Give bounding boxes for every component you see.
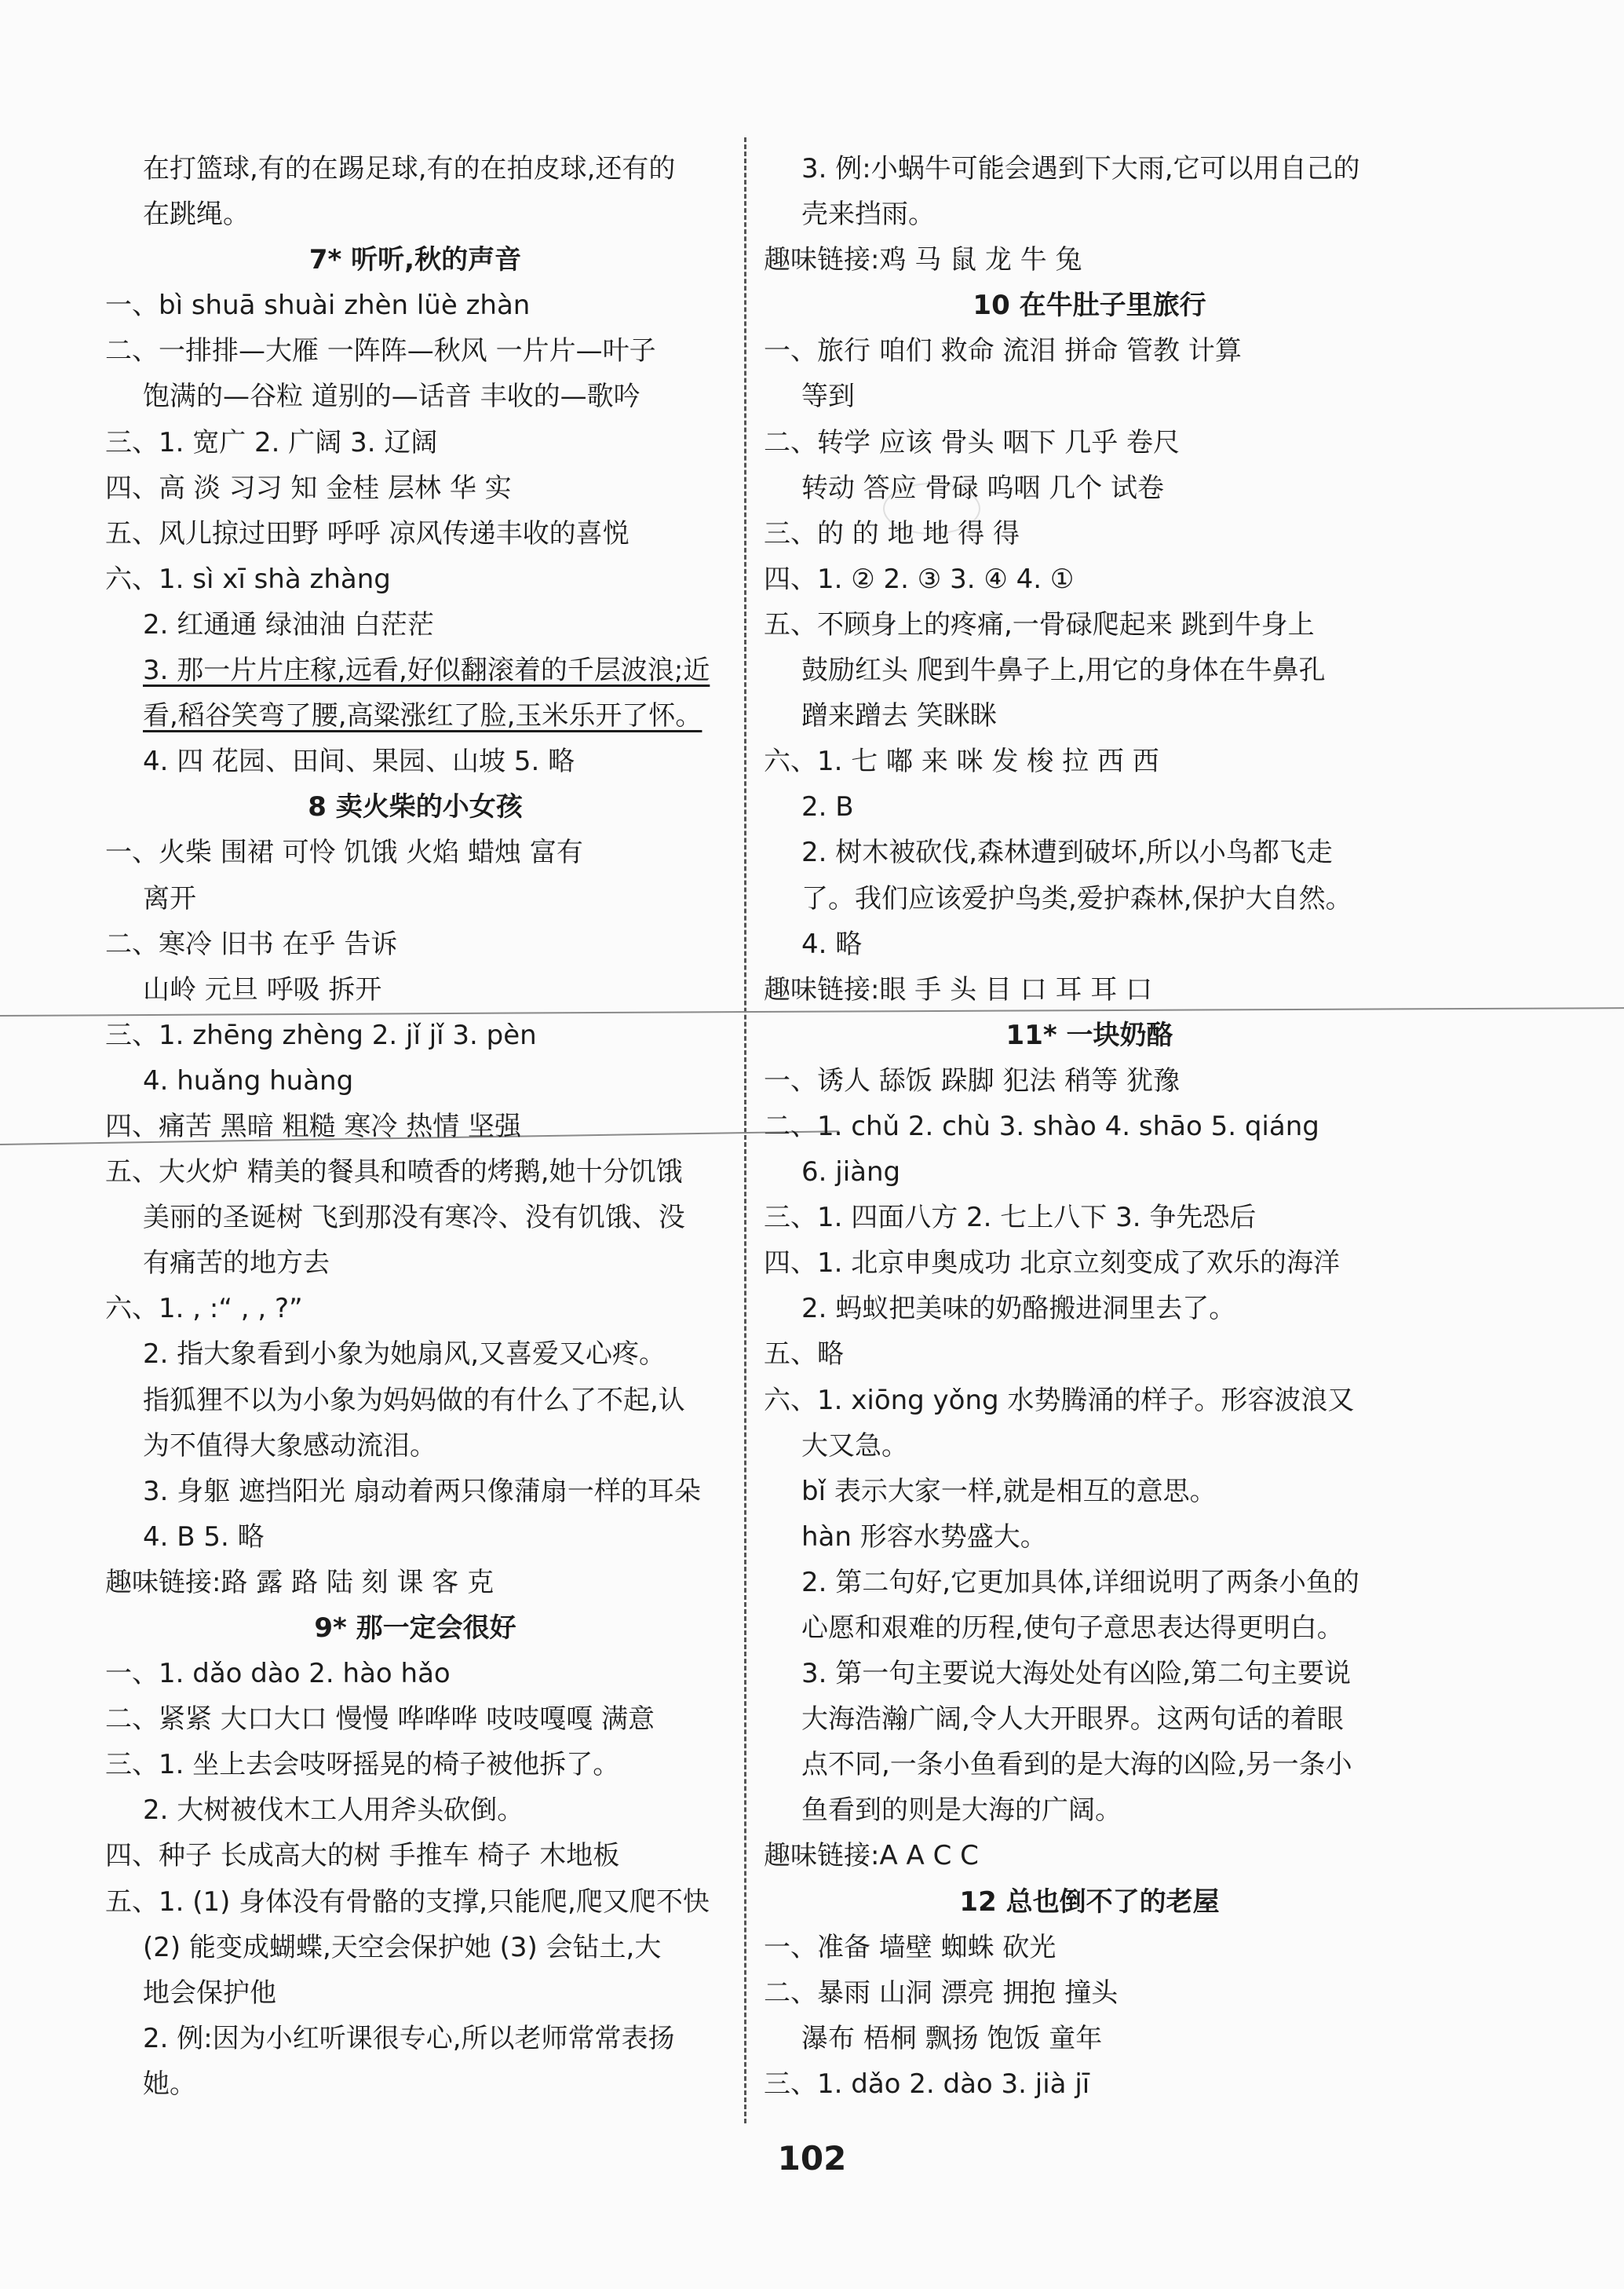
answer-line: 六、1. xiōng yǒng 水势腾涌的样子。形容波浪又 xyxy=(764,1384,1355,1416)
answer-line: 离开 xyxy=(143,882,196,915)
answer-line: 她。 xyxy=(143,2068,196,2100)
answer-line: 3. 第一句主要说大海处处有凶险,第二句主要说 xyxy=(801,1658,1352,1690)
answer-line: 3. 那一片片庄稼,远看,好似翻滚着的千层波浪;近 xyxy=(143,655,710,687)
answer-line: 大海浩瀚广阔,令人大开眼界。这两句话的着眼 xyxy=(801,1703,1344,1736)
answer-line: 二、一排排—大雁 一阵阵—秋风 一片片—叶子 xyxy=(105,335,656,367)
answer-line: 三、1. dǎo 2. dào 3. jià jī xyxy=(764,2068,1090,2100)
answer-line: 2. 第二句好,它更加具体,详细说明了两条小鱼的 xyxy=(801,1566,1359,1598)
answer-column-left xyxy=(105,146,725,2107)
answer-line: 二、紧紧 大口大口 慢慢 哗哗哗 吱吱嘎嘎 满意 xyxy=(105,1703,655,1736)
answer-line: bǐ 表示大家一样,就是相互的意思。 xyxy=(801,1475,1217,1507)
answer-line: 五、风儿掠过田野 呼呼 凉风传递丰收的喜悦 xyxy=(105,517,630,549)
lesson-heading: 11* 一块奶酪 xyxy=(1005,1019,1173,1051)
answer-line: 有痛苦的地方去 xyxy=(143,1247,330,1280)
answer-line: 二、转学 应该 骨头 咽下 几乎 卷尺 xyxy=(764,426,1181,458)
answer-line: 在跳绳。 xyxy=(143,199,250,231)
answer-line: 五、略 xyxy=(764,1338,844,1371)
answer-line: 三、1. 宽广 2. 广阔 3. 辽阔 xyxy=(105,426,438,458)
answer-line: 地会保护他 xyxy=(143,1977,276,2009)
lesson-heading: 8 卖火柴的小女孩 xyxy=(308,791,523,823)
answer-line: 鼓励红头 爬到牛鼻子上,用它的身体在牛鼻孔 xyxy=(801,655,1326,687)
lesson-heading: 12 总也倒不了的老屋 xyxy=(959,1886,1220,1918)
answer-line: 大又急。 xyxy=(801,1429,908,1462)
answer-line: 了。我们应该爱护鸟类,爱护森林,保护大自然。 xyxy=(801,882,1352,915)
answer-line: 壳来挡雨。 xyxy=(801,199,935,231)
answer-line: 一、1. dǎo dào 2. hào hǎo xyxy=(105,1658,451,1690)
answer-line: 蹭来蹭去 笑眯眯 xyxy=(801,700,997,732)
answer-line: 在打篮球,有的在踢足球,有的在拍皮球,还有的 xyxy=(143,153,676,184)
answer-line: 四、1. ② 2. ③ 3. ④ 4. ① xyxy=(764,563,1075,595)
answer-line: 3. 例:小蜗牛可能会遇到下大雨,它可以用自己的 xyxy=(801,153,1360,184)
answer-line: 2. 树木被砍伐,森林遭到破坏,所以小鸟都飞走 xyxy=(801,837,1333,869)
answer-line: 四、种子 长成高大的树 手推车 椅子 木地板 xyxy=(105,1840,620,1872)
answer-line: 四、痛苦 黑暗 粗糙 寒冷 热情 坚强 xyxy=(105,1110,522,1142)
answer-line: 二、1. chǔ 2. chù 3. shào 4. shāo 5. qiáng xyxy=(764,1110,1319,1142)
answer-line: hàn 形容水势盛大。 xyxy=(801,1521,1047,1553)
answer-line: 2. 大树被伐木工人用斧头砍倒。 xyxy=(143,1794,524,1827)
answer-line: 3. 身躯 遮挡阳光 扇动着两只像蒲扇一样的耳朵 xyxy=(143,1475,701,1507)
answer-line: 三、1. 四面八方 2. 七上八下 3. 争先恐后 xyxy=(764,1202,1257,1234)
answer-line: 心愿和艰难的历程,使句子意思表达得更明白。 xyxy=(801,1612,1344,1644)
answer-line: 一、准备 墙壁 蜘蛛 砍光 xyxy=(764,1931,1057,1963)
answer-line: 4. B 5. 略 xyxy=(143,1521,265,1553)
answer-line: 山岭 元旦 呼吸 拆开 xyxy=(143,973,382,1006)
answer-line: 三、的 的 地 地 得 得 xyxy=(764,517,1020,549)
answer-line: 6. jiàng xyxy=(801,1156,901,1188)
answer-line: (2) 能变成蝴蝶,天空会保护她 (3) 会钻土,大 xyxy=(143,1931,662,1963)
answer-line: 为不值得大象感动流泪。 xyxy=(143,1429,436,1462)
answer-line: 2. 蚂蚁把美味的奶酪搬进洞里去了。 xyxy=(801,1293,1236,1325)
answer-line: 一、火柴 围裙 可怜 饥饿 火焰 蜡烛 富有 xyxy=(105,837,583,869)
answer-line: 饱满的—谷粒 道别的—话音 丰收的—歌吟 xyxy=(143,381,640,413)
answer-line: 美丽的圣诞树 飞到那没有寒冷、没有饥饿、没 xyxy=(143,1202,685,1234)
answer-line: 2. 红通通 绿油油 白茫茫 xyxy=(143,608,434,641)
answer-line: 看,稻谷笑弯了腰,高粱涨红了脸,玉米乐开了怀。 xyxy=(143,700,703,732)
lesson-heading: 10 在牛肚子里旅行 xyxy=(973,290,1206,322)
page-number: 102 xyxy=(777,2139,847,2178)
answer-line: 2. 指大象看到小象为她扇风,又喜爱又心疼。 xyxy=(143,1338,666,1371)
answer-line: 五、大火炉 精美的餐具和喷香的烤鹅,她十分饥饿 xyxy=(105,1156,683,1188)
answer-line: 趣味链接:A A C C xyxy=(764,1840,979,1872)
answer-line: 四、1. 北京申奥成功 北京立刻变成了欢乐的海洋 xyxy=(764,1247,1341,1280)
lesson-heading: 9* 那一定会很好 xyxy=(314,1612,516,1644)
answer-line: 点不同,一条小鱼看到的是大海的凶险,另一条小 xyxy=(801,1749,1352,1781)
answer-line: 转动 答应 骨碌 呜咽 几个 试卷 xyxy=(801,472,1165,504)
answer-line: 4. 略 xyxy=(801,928,863,960)
answer-line: 三、1. 坐上去会吱呀摇晃的椅子被他拆了。 xyxy=(105,1749,620,1781)
answer-line: 鱼看到的则是大海的广阔。 xyxy=(801,1794,1122,1827)
answer-column-right xyxy=(764,146,1415,2107)
answer-line: 趣味链接:路 露 路 陆 刻 课 客 克 xyxy=(105,1566,494,1598)
answer-line: 2. B xyxy=(801,791,854,823)
answer-line: 二、寒冷 旧书 在乎 告诉 xyxy=(105,928,398,960)
lesson-heading: 7* 听听,秋的声音 xyxy=(308,244,522,276)
answer-line: 趣味链接:鸡 马 鼠 龙 牛 兔 xyxy=(764,244,1082,276)
answer-line: 一、bì shuā shuài zhèn lüè zhàn xyxy=(105,290,531,322)
answer-line: 二、暴雨 山洞 漂亮 拥抱 撞头 xyxy=(764,1977,1119,2009)
answer-line: 指狐狸不以为小象为妈妈做的有什么了不起,认 xyxy=(143,1384,685,1416)
answer-line: 五、1. (1) 身体没有骨骼的支撑,只能爬,爬又爬不快 xyxy=(105,1886,710,1918)
answer-line: 瀑布 梧桐 飘扬 饱饭 童年 xyxy=(801,2022,1103,2054)
answer-line: 4. huǎng huàng xyxy=(143,1064,354,1097)
answer-line: 四、高 淡 习习 知 金桂 层林 华 实 xyxy=(105,472,512,504)
answer-line: 六、1. , :“ , , ?” xyxy=(105,1293,303,1325)
column-divider xyxy=(744,137,746,2123)
answer-line: 一、诱人 舔饭 跺脚 犯法 稍等 犹豫 xyxy=(764,1064,1181,1097)
answer-line: 趣味链接:眼 手 头 目 口 耳 耳 口 xyxy=(764,973,1153,1006)
answer-line: 六、1. sì xī shà zhàng xyxy=(105,563,391,595)
answer-line: 三、1. zhēng zhèng 2. jǐ jǐ 3. pèn xyxy=(105,1019,537,1051)
answer-line: 一、旅行 咱们 救命 流泪 拼命 管教 计算 xyxy=(764,335,1242,367)
answer-line: 五、不顾身上的疼痛,一骨碌爬起来 跳到牛身上 xyxy=(764,608,1315,641)
answer-line: 2. 例:因为小红听课很专心,所以老师常常表扬 xyxy=(143,2022,675,2054)
answer-line: 六、1. 七 嘟 来 咪 发 梭 拉 西 西 xyxy=(764,746,1159,778)
answer-line: 等到 xyxy=(801,381,855,413)
answer-line: 4. 四 花园、田间、果园、山坡 5. 略 xyxy=(143,746,575,778)
